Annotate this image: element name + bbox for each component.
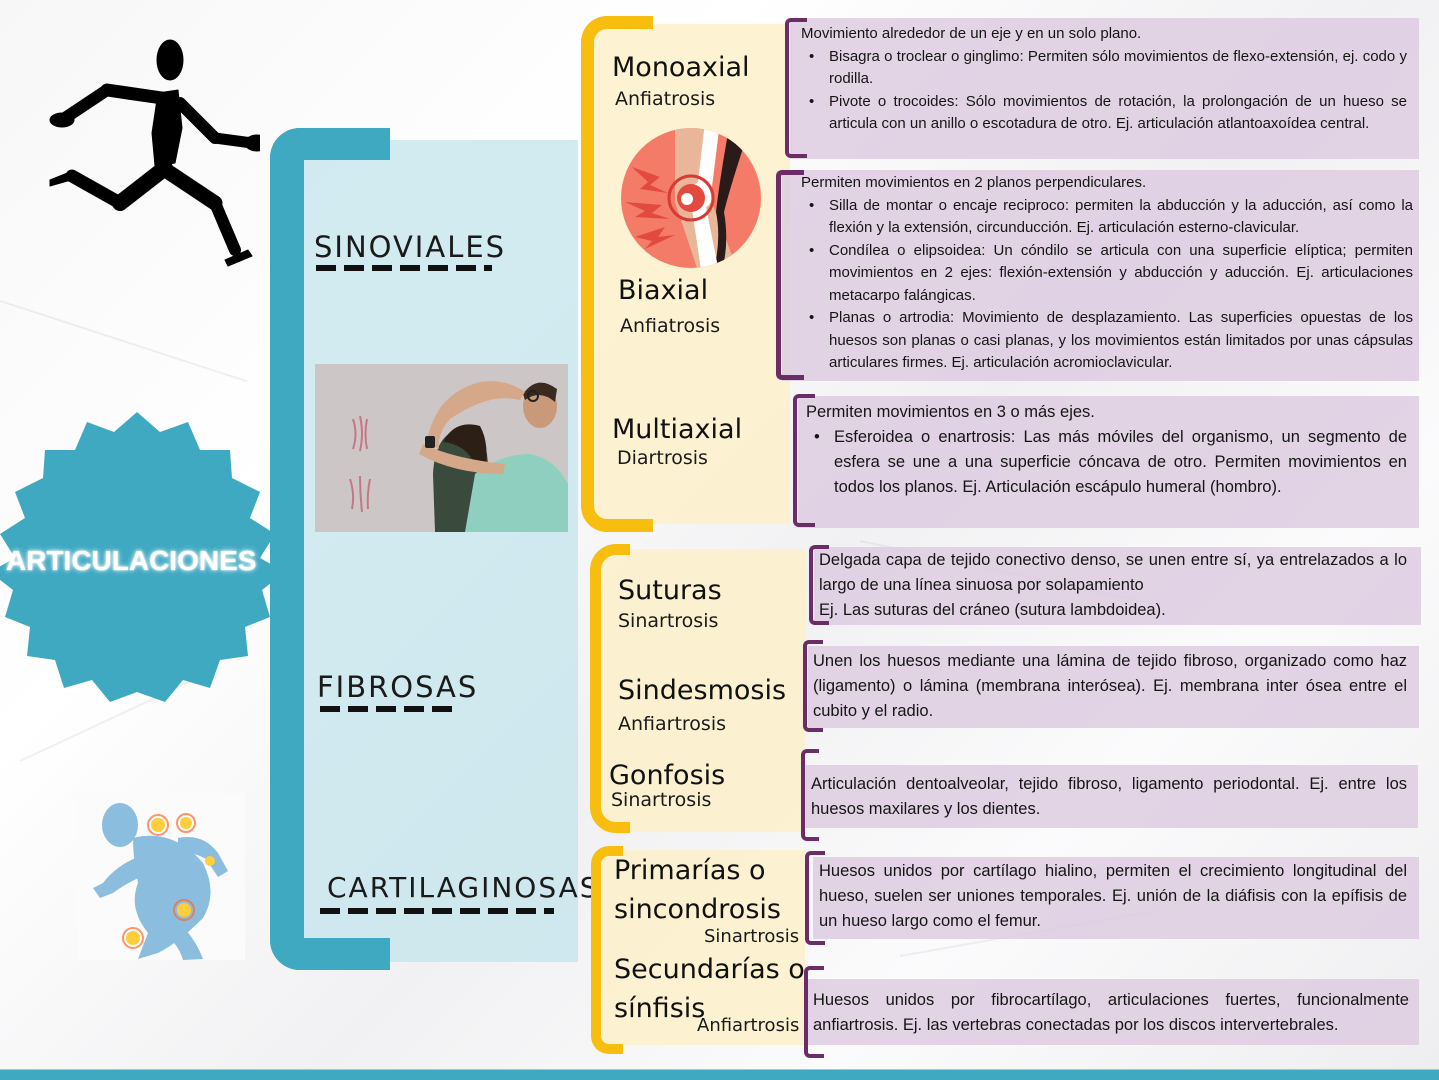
type-title-secundarias: Secundarías o — [614, 954, 805, 985]
physiotherapy-photo — [315, 364, 568, 532]
dashed-underline — [320, 908, 554, 914]
sindesmosis-description: Unen los huesos mediante una lámina de tejido fibroso, organizado como haz (ligamento) o lámina (membrana interósea). Ej. membrana inter ósea entre el cubito y el radio. — [813, 652, 1407, 720]
type-title-primarias-line2: sincondrosis — [614, 894, 781, 925]
dashed-underline — [316, 265, 492, 271]
bottom-accent-bar — [0, 1069, 1439, 1080]
description-intro: Permiten movimientos en 2 planos perpendiculares. — [801, 174, 1147, 191]
suturas-description — [819, 548, 1407, 623]
type-title-multiaxial: Multiaxial — [612, 414, 743, 445]
category-label-fibrosas: FIBROSAS — [317, 670, 479, 704]
dashed-underline — [320, 706, 456, 712]
type-subtitle: Anfiatrosis — [620, 315, 721, 337]
category-label-sinoviales: SINOVIALES — [314, 230, 507, 264]
type-subtitle: Diartrosis — [617, 447, 708, 469]
category-label-cartilaginosas: CARTILAGINOSAS — [327, 871, 600, 904]
main-title: ARTICULACIONES — [6, 545, 257, 576]
skeleton-runner-image — [78, 793, 245, 960]
description-line: Delgada capa de tejido conectivo denso, se unen entre sí, ya entrelazados a lo largo de una línea sinuosa por solapamiento — [819, 551, 1407, 594]
knee-pain-icon — [620, 127, 762, 269]
gonfosis-description: Articulación dentoalveolar, tejido fibroso, ligamento periodontal. Ej. entre los huesos maxilares y los dientes. — [811, 775, 1407, 818]
type-title-monoaxial: Monoaxial — [612, 52, 750, 83]
description-bullet: • Esferoidea o enartrosis: Las más móviles del organismo, un segmento de esfera se une a una superficie cóncava de otro. Permiten movimientos en todos los planos. Ej. Articulación escápulo humeral (hombro). — [806, 425, 1407, 500]
type-title-suturas: Suturas — [618, 575, 722, 606]
description-bullet: • Condílea o elipsoidea: Un cóndilo se articula con una superficie elíptica; permiten movimientos en 2 ejes: flexión-extensión y abducción y aducción. Ej. articulaciones metacarpo falángicas. — [801, 240, 1413, 308]
multiaxial-description — [806, 400, 1407, 500]
biaxial-description — [801, 172, 1413, 375]
purple-bracket — [776, 170, 804, 380]
type-subtitle: Sinartrosis — [611, 789, 712, 811]
description-bullet: • Bisagra o troclear o ginglimo: Permiten sólo movimientos de flexo-extensión, ej. codo y rodilla. — [801, 46, 1407, 91]
type-subtitle: Sinartrosis — [704, 926, 800, 947]
type-subtitle: Anfiartrosis — [618, 713, 727, 735]
runner-mannequin-icon — [20, 38, 260, 273]
description-bullet: • Silla de montar o encaje reciproco: permiten la abducción y la aducción, así como la flexión y la extensión, circunducción. Ej. articulación esterno-clavicular. — [801, 195, 1413, 240]
teal-bracket-bottom — [270, 938, 390, 970]
type-subtitle: Anfiatrosis — [615, 88, 716, 110]
marble-streak — [0, 300, 248, 382]
description-intro: Movimiento alrededor de un eje y en un solo plano. — [801, 25, 1142, 42]
description-intro: Permiten movimientos en 3 o más ejes. — [806, 403, 1095, 421]
type-title-sindesmosis: Sindesmosis — [618, 675, 787, 706]
secundarias-description: Huesos unidos por fibrocartílago, articulaciones fuertes, funcionalmente anfiartrosis. Ej. las vertebras conectadas por los discos intervertebrales. — [813, 991, 1409, 1034]
monoaxial-description — [801, 23, 1407, 136]
description-bullet: • Pivote o trocoides: Sólo movimientos de rotación, la prolongación de un hueso se articula con un anillo o escotadura de otro. Ej. articulación atlantoaxoídea central. — [801, 91, 1407, 136]
type-subtitle: Anfiartrosis — [697, 1015, 800, 1036]
type-title-gonfosis: Gonfosis — [609, 760, 726, 791]
description-line: Ej. Las suturas del cráneo (sutura lambdoidea). — [819, 601, 1166, 619]
description-bullet: • Planas o artrodia: Movimiento de desplazamiento. Las superficies opuestas de los huesos son planas o casi planas, y los movimientos están limitados por unas cápsulas articulares firmes. Ej. articulación acromioclavicular. — [801, 307, 1413, 375]
primarias-description: Huesos unidos por cartílago hialino, permiten el crecimiento longitudinal del hueso, suelen ser uniones temporales. Ej. unión de la diáfisis con la epífisis de un hueso largo como el femur. — [819, 862, 1407, 930]
type-title-secundarias-line2: sínfisis — [614, 993, 706, 1024]
type-subtitle: Sinartrosis — [618, 610, 719, 632]
type-title-primarias: Primarías o — [614, 855, 766, 886]
teal-bracket — [270, 128, 304, 970]
teal-bracket-top — [270, 128, 390, 160]
type-title-biaxial: Biaxial — [618, 275, 709, 306]
